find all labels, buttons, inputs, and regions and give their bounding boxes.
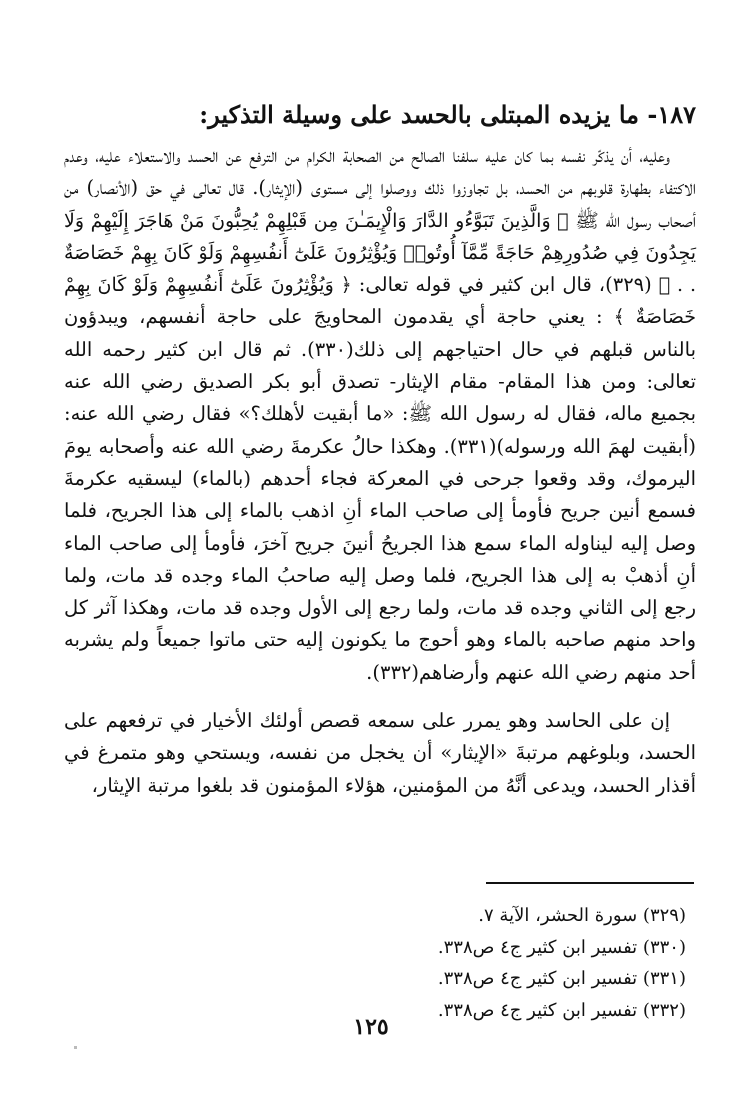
footnotes [64, 900, 686, 1026]
footnote: (٣٢٩) سورة الحشر، الآية ٧. [478, 905, 686, 926]
text-segment: وعليه، أن يذكّر نفسه بما كان عليه سلفنا الصالح من الصحابة الكرام من الترفع عن الحسد والاستعلاء عليه، وعدم الاكتفاء بطهارة قلوبهم من الحسد، بل تجاوزوا ذلك ووصلوا إلى مستوى (الإيثار). قال تعالى في حق (الأنصار) من أصحاب رسول الله ﷺ [64, 144, 696, 232]
paragraph-2 [64, 705, 696, 802]
text-segment: : يعني حاجة أي يقدمون المحاويجَ على حاجة أنفسهم، ويبدؤون بالناس قبلهم في حال احتياجهم إلى ذلك(٣٣٠). ثم قال ابن كثير رحمه الله تعالى: ومن هذا المقام- مقام الإيثار- تصدق أبو بكر الصديق رضي الله عنه بجميع ماله، فقال له رسول الله ﷺ: «ما أبقيت لأهلك؟» فقال رضي الله عنه: (أبقيت لهمَ الله ورسوله)(٣٣١). وهكذا حالُ عكرمةَ رضي الله عنه وأصحابه يومَ اليرموك، وقد وقعوا جرحى في المعركة فجاء أحدهم (بالماء) ليسقيه عكرمةَ فسمع أنين جريح فأومأ إلى صاحب الماء أنِ اذهب بالماء إلى هذا الجريح، فلما وصل إليه ليناوله الماء سمع هذا الجريحُ أنينَ جريح آخرَ، فأومأ إلى صاحب الماء أنِ أذهبْ به إلى هذا الجريح، فلما وصل إليه صاحبُ الماء وجده قد مات، ولما رجع إلى الثاني وجده قد مات، ولما رجع إلى الأول وجده قد مات، وهكذا آثر كل واحد منهم صاحبه بالماء وهو أحوج ما يكونون إليه حتى ماتوا جميعاً ولم يشربه أحد منهم رضي الله عنهم وأرضاهم(٣٣٢). [64, 305, 697, 684]
text-segment: إن على الحاسد وهو يمرر على سمعه قصص أولئك الأخيار في ترفعهم على الحسد، وبلوغهم مرتبةَ «الإيثار» أن يخجل من نفسه، ويستحي وهو متمرغ في أقذار الحسد، ويدعى أنَّهُ من المؤمنين، هؤلاء المؤمنون قد بلغوا مرتبة الإيثار، [64, 709, 696, 797]
paragraph-1 [64, 140, 696, 689]
page-number: ١٢٥ [353, 1014, 389, 1040]
quran-verse: ﴿ وَالَّذِينَ تَبَوَّءُو الدَّارَ وَالْإِيمَـٰنَ مِن قَبْلِهِمْ يُحِبُّونَ مَنْ هَاجَرَ إِلَيْهِمْ وَلَا يَجِدُونَ فِي صُدُورِهِمْ حَاجَةً مِّمَّآ أُوتُوا۟ وَيُؤْثِرُونَ عَلَىٰٓ أَنفُسِهِمْ وَلَوْ كَانَ بِهِمْ خَصَاصَةٌ . . ﴾ [64, 209, 696, 297]
main-text-block [64, 98, 696, 802]
text-segment: (٣٢٩)، قال ابن كثير في قوله تعالى: [351, 273, 652, 297]
footnote: (٣٣٠) تفسير ابن كثير ج٤ ص٣٣٨. [437, 936, 686, 958]
footnote: (٣٣١) تفسير ابن كثير ج٤ ص٣٣٨. [437, 968, 686, 989]
section-heading: ١٨٧- ما يزيده المبتلى بالحسد على وسيلة التذكير: [199, 100, 696, 129]
footnote: (٣٣٢) تفسير ابن كثير ج٤ ص٣٣٨. [437, 999, 686, 1021]
scan-speck [74, 1046, 77, 1049]
quran-verse: ﴿ وَيُؤْثِرُونَ عَلَىٰٓ أَنفُسِهِمْ وَلَوْ كَانَ بِهِمْ خَصَاصَةٌ ﴾ [64, 274, 696, 329]
footnotes-divider [486, 882, 694, 884]
